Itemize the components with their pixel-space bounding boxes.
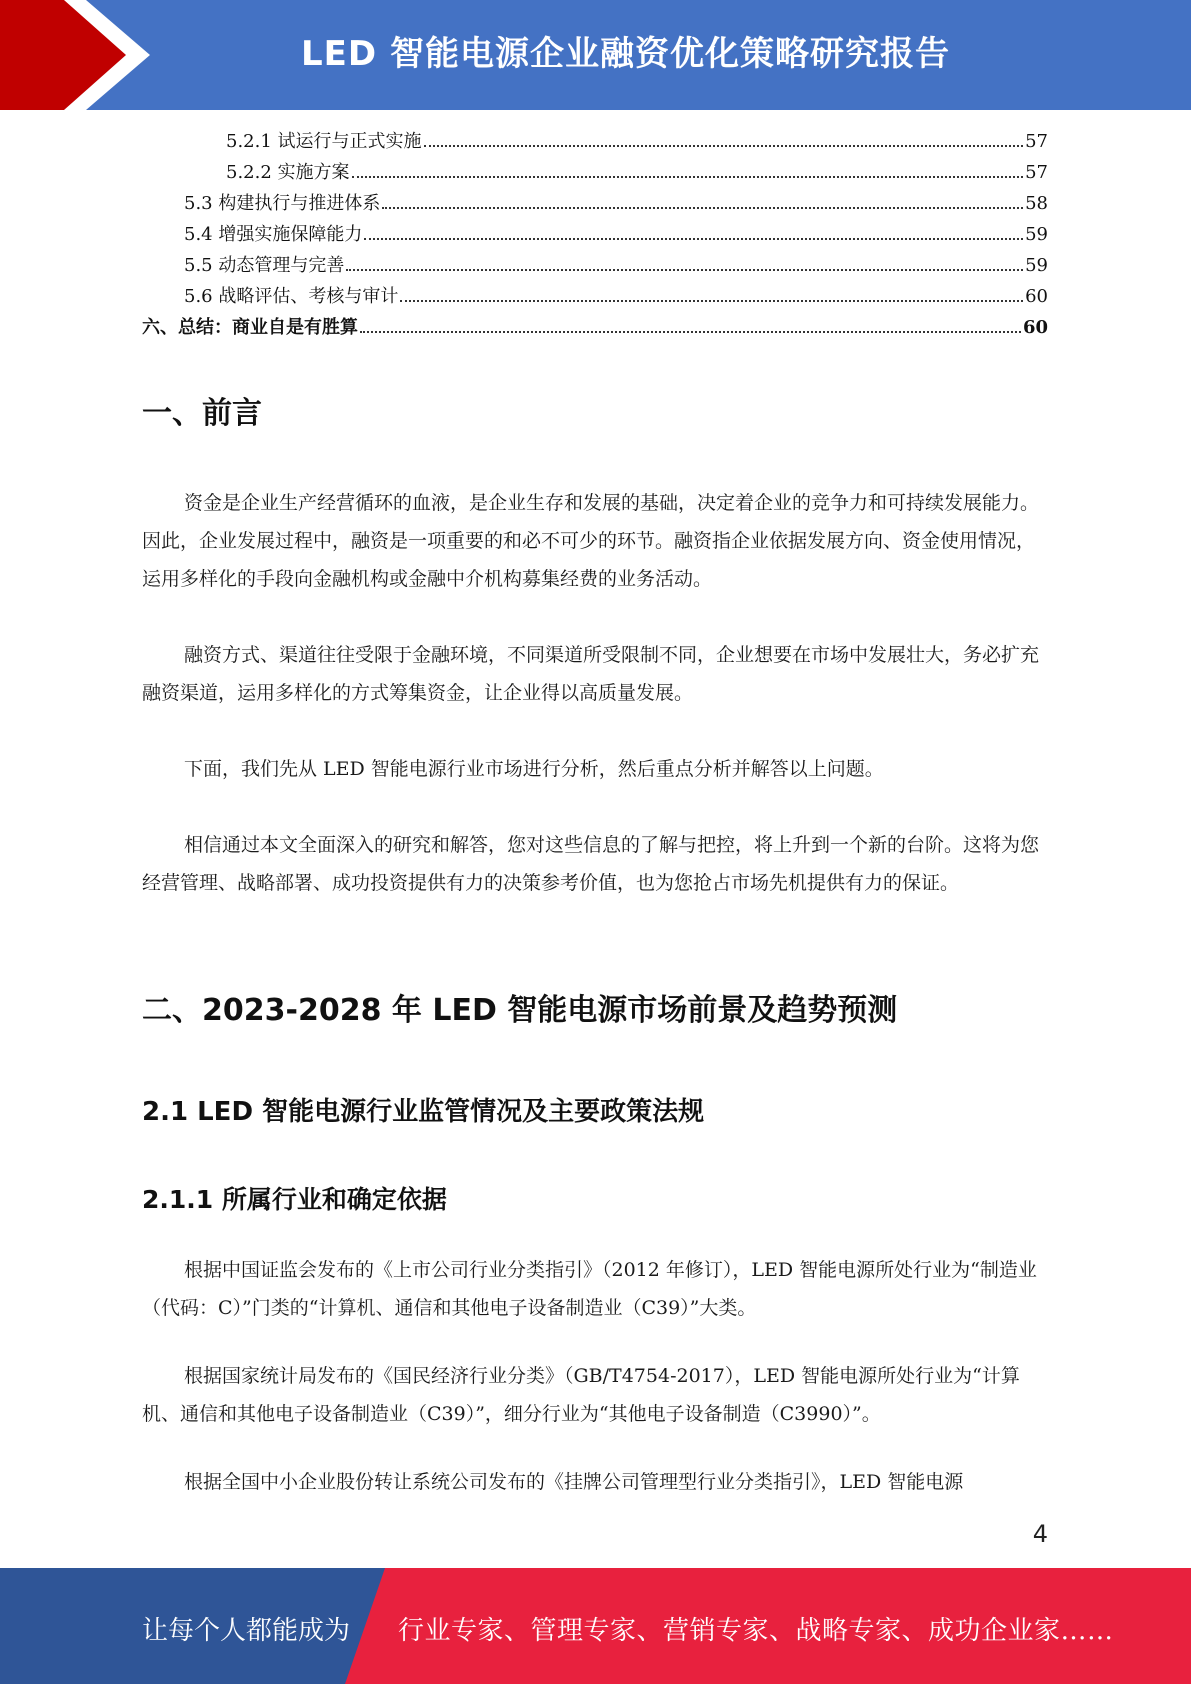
toc-entry-page: 59 — [1025, 255, 1048, 276]
toc-entry[interactable] — [142, 188, 1048, 219]
toc-entry[interactable] — [142, 281, 1048, 312]
toc-entry-page: 57 — [1025, 131, 1048, 152]
toc-entry-page: 60 — [1025, 286, 1048, 307]
toc-leader-dots — [382, 207, 1023, 209]
toc-leader-dots — [424, 145, 1024, 147]
toc-leader-dots — [346, 269, 1023, 271]
footer-slogan-left: 让每个人都能成为 — [142, 1616, 351, 1646]
toc-entry[interactable] — [142, 312, 1048, 343]
toc-leader-dots — [400, 300, 1023, 302]
toc-entry-label: 5.3 构建执行与推进体系 — [184, 193, 381, 214]
report-title: LED 智能电源企业融资优化策略研究报告 — [301, 34, 950, 74]
toc-entry-label: 六、总结：商业自是有胜算 — [142, 317, 358, 338]
toc-entry-page: 59 — [1025, 224, 1048, 245]
toc-entry-label: 5.2.2 实施方案 — [226, 162, 350, 183]
body-paragraph: 根据国家统计局发布的《国民经济行业分类》（GB/T4754-2017），LED 智能电源所处行业为“计算机、通信和其他电子设备制造业（C39）”，细分行业为“其他电子设备制造（C3990）”。 — [142, 1365, 1020, 1425]
toc-entry[interactable] — [142, 126, 1048, 157]
footer-slogan-right: 行业专家、管理专家、营销专家、战略专家、成功企业家…… — [398, 1616, 1114, 1646]
toc-entry-page: 60 — [1022, 317, 1048, 338]
toc-entry-page: 57 — [1025, 162, 1048, 183]
toc-leader-dots — [360, 331, 1021, 333]
page-number: 4 — [1032, 1520, 1048, 1548]
body-paragraph: 根据全国中小企业股份转让系统公司发布的《挂牌公司管理型行业分类指引》，LED 智能电源 — [184, 1471, 964, 1493]
toc-leader-dots — [352, 176, 1024, 178]
section-heading-preface: 一、前言 — [142, 396, 262, 431]
body-paragraph: 下面，我们先从 LED 智能电源行业市场进行分析，然后重点分析并解答以上问题。 — [184, 758, 884, 780]
toc-entry[interactable] — [142, 157, 1048, 188]
body-paragraph: 融资方式、渠道往往受限于金融环境，不同渠道所受限制不同，企业想要在市场中发展壮大，务必扩充融资渠道，运用多样化的方式筹集资金，让企业得以高质量发展。 — [142, 644, 1040, 704]
toc-entry-label: 5.5 动态管理与完善 — [184, 255, 345, 276]
toc-entry-label: 5.4 增强实施保障能力 — [184, 224, 363, 245]
page-header — [0, 0, 1191, 110]
body-paragraph: 相信通过本文全面深入的研究和解答，您对这些信息的了解与把控，将上升到一个新的台阶。这将为您经营管理、战略部署、成功投资提供有力的决策参考价值，也为您抢占市场先机提供有力的保证。 — [142, 834, 1040, 894]
toc-entry-label: 5.2.1 试运行与正式实施 — [226, 131, 422, 152]
subsection-heading: 2.1 LED 智能电源行业监管情况及主要政策法规 — [142, 1097, 705, 1127]
toc-entry[interactable] — [142, 219, 1048, 250]
subsubsection-heading: 2.1.1 所属行业和确定依据 — [142, 1185, 447, 1214]
table-of-contents — [142, 126, 1048, 343]
section-heading-market: 二、2023-2028 年 LED 智能电源市场前景及趋势预测 — [142, 993, 898, 1028]
body-paragraph: 资金是企业生产经营循环的血液，是企业生存和发展的基础，决定着企业的竞争力和可持续发展能力。因此，企业发展过程中，融资是一项重要的和必不可少的环节。融资指企业依据发展方向、资金使用情况，运用多样化的手段向金融机构或金融中介机构募集经费的业务活动。 — [142, 492, 1040, 590]
page-footer — [0, 1568, 1191, 1684]
toc-entry-label: 5.6 战略评估、考核与审计 — [184, 286, 399, 307]
toc-entry[interactable] — [142, 250, 1048, 281]
body-paragraph: 根据中国证监会发布的《上市公司行业分类指引》（2012 年修订），LED 智能电源所处行业为“制造业（代码：C）”门类的“计算机、通信和其他电子设备制造业（C39）”大类。 — [142, 1259, 1037, 1319]
toc-entry-page: 58 — [1025, 193, 1048, 214]
toc-leader-dots — [364, 238, 1023, 240]
